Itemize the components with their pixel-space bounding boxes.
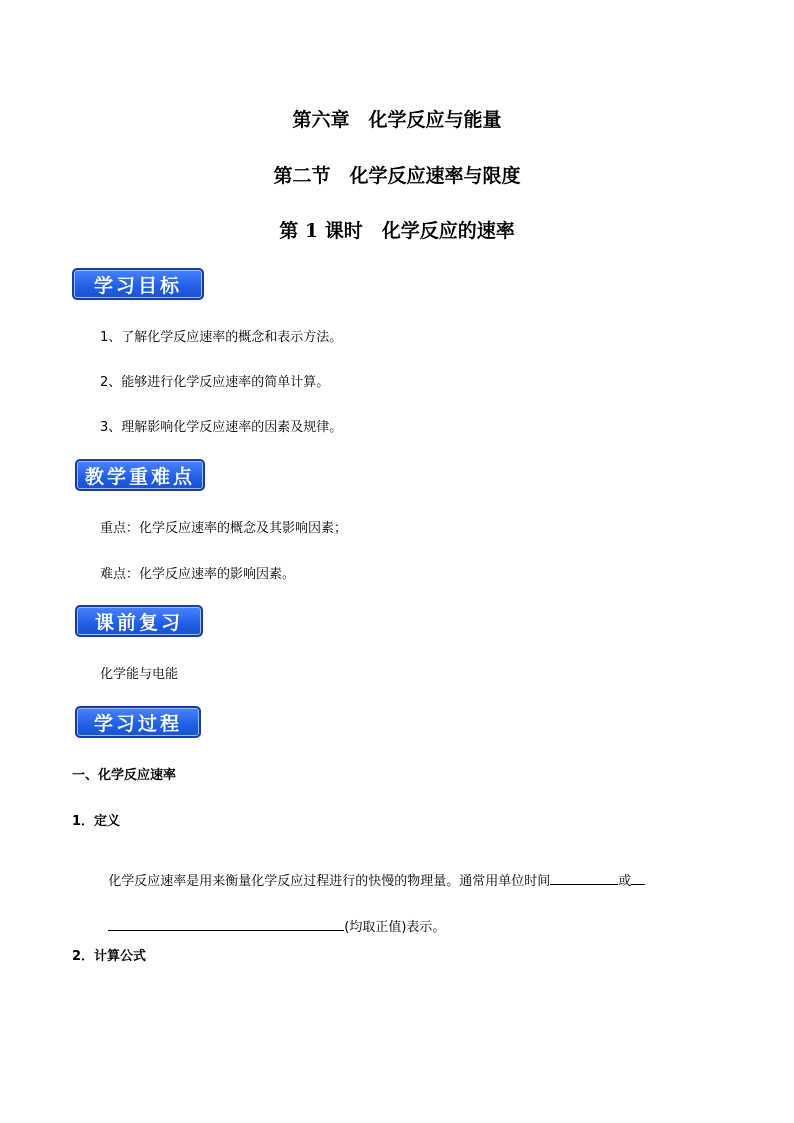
objective-item-3: 3、理解影响化学反应速率的因素及规律。	[100, 420, 343, 435]
objective-item-2: 2、能够进行化学反应速率的简单计算。	[100, 375, 330, 390]
process-subheading-formula: 2．计算公式	[72, 949, 147, 964]
definition-line-1	[100, 855, 645, 889]
definition-text-part1: 化学反应速率是用来衡量化学反应过程进行的快慢的物理量。通常用单位时间	[108, 874, 551, 889]
process-subheading-definition: 1．定义	[72, 814, 121, 829]
lesson-title: 第 1 课时 化学反应的速率	[279, 220, 515, 242]
fill-blank-1[interactable]	[550, 872, 618, 885]
focus-point: 重点：化学反应速率的概念及其影响因素；	[100, 521, 348, 536]
objectives-badge: 学习目标	[72, 268, 204, 300]
definition-or: 或	[618, 874, 632, 889]
objective-item-1: 1、了解化学反应速率的概念和表示方法。	[100, 330, 343, 345]
review-text: 化学能与电能	[100, 667, 179, 682]
fill-blank-2b[interactable]	[108, 918, 344, 931]
chapter-title: 第六章 化学反应与能量	[292, 109, 502, 131]
review-badge: 课前复习	[75, 605, 203, 637]
key-points-badge: 教学重难点	[75, 459, 205, 491]
process-heading-1: 一、化学反应速率	[72, 768, 177, 783]
process-badge: 学习过程	[75, 706, 201, 738]
section-title: 第二节 化学反应速率与限度	[273, 165, 521, 187]
fill-blank-2a[interactable]	[631, 872, 645, 885]
definition-line-2	[100, 901, 445, 935]
difficulty-point: 难点：化学反应速率的影响因素。	[100, 567, 296, 582]
definition-text-part2: (均取正值)表示。	[344, 920, 446, 935]
